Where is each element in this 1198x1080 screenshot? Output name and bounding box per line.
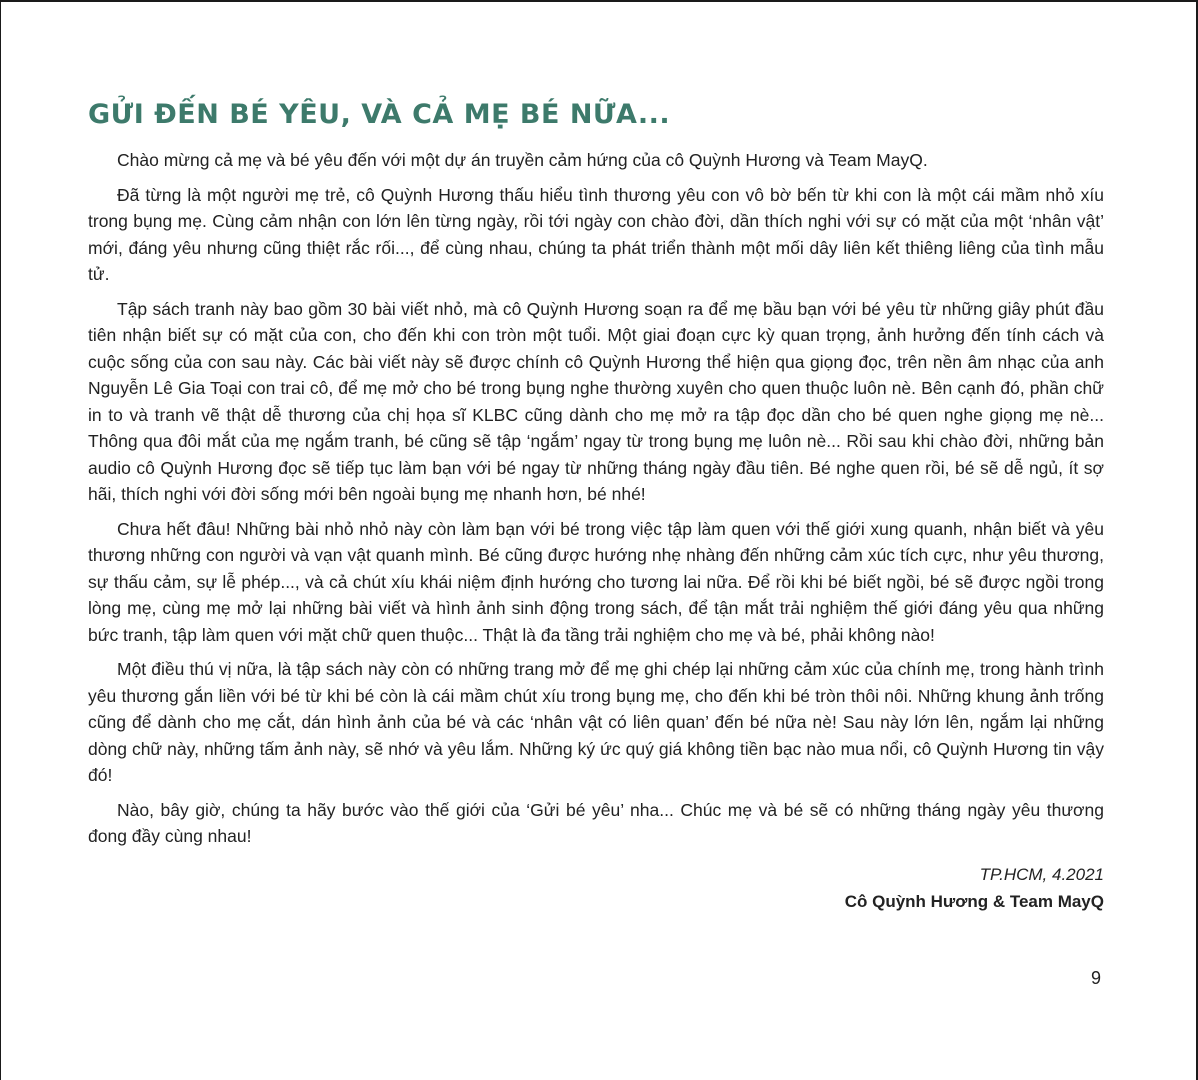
paragraph-mother-story: Đã từng là một người mẹ trẻ, cô Quỳnh Hương thấu hiểu tình thương yêu con vô bờ bến từ khi con là một cái mầm nhỏ xíu trong bụng mẹ. Cùng cảm nhận con lớn lên từng ngày, rồi tới ngày con chào đời, dần thích nghi với sự có mặt của một ‘nhân vật’ mới, đáng yêu nhưng cũng thiệt rắc rối..., để cùng nhau, chúng ta phát triển thành một mối dây liên kết thiêng liêng của tình mẫu tử.	[88, 184, 1104, 284]
signature-place-date: TP.HCM, 4.2021	[979, 864, 1104, 884]
page-content	[88, 94, 1104, 916]
paragraph-book-contents: Tập sách tranh này bao gồm 30 bài viết nhỏ, mà cô Quỳnh Hương soạn ra để mẹ bầu bạn với bé yêu từ những giây phút đầu tiên nhận biết sự có mặt của con, cho đến khi con tròn một tuổi. Một giai đoạn cực kỳ quan trọng, ảnh hưởng đến tính cách và cuộc sống của con sau này. Các bài viết này sẽ được chính cô Quỳnh Hương thể hiện qua giọng đọc, trên nền âm nhạc của anh Nguyễn Lê Gia Toại con trai cô, để mẹ mở cho bé trong bụng nghe thường xuyên cho quen thuộc luôn nè. Bên cạnh đó, phần chữ in to và tranh vẽ thật dễ thương của chị họa sĩ KLBC cũng dành cho mẹ mở ra tập đọc dần cho bé quen nghe giọng mẹ nè... Thông qua đôi mắt của mẹ ngắm tranh, bé cũng sẽ tập ‘ngắm’ ngay từ trong bụng mẹ luôn nè... Rồi sau khi chào đời, những bản audio cô Quỳnh Hương đọc sẽ tiếp tục làm bạn với bé ngay từ những tháng ngày đầu tiên. Bé nghe quen rồi, bé sẽ dễ ngủ, ít sợ hãi, thích nghi với đời sống mới bên ngoài bụng mẹ nhanh hơn, bé nhé!	[88, 298, 1104, 504]
signature-author: Cô Quỳnh Hương & Team MayQ	[844, 891, 1104, 911]
page-number: 9	[1090, 968, 1101, 988]
page-title: GỬI ĐẾN BÉ YÊU, VÀ CẢ MẸ BÉ NỮA...	[88, 99, 671, 130]
paragraph-journal-pages: Một điều thú vị nữa, là tập sách này còn có những trang mở để mẹ ghi chép lại những cảm xúc của chính mẹ, trong hành trình yêu thương gắn liền với bé từ khi bé còn là cái mầm chút xíu trong bụng mẹ, cho đến khi bé tròn thôi nôi. Những khung ảnh trống cũng để dành cho mẹ cắt, dán hình ảnh của bé và các ‘nhân vật có liên quan’ đến bé nữa nè! Sau này lớn lên, ngắm lại những dòng chữ này, những tấm ảnh này, sẽ nhớ và yêu lắm. Những ký ức quý giá không tiền bạc nào mua nổi, cô Quỳnh Hương tin vậy đó!	[88, 659, 1104, 785]
paragraph-welcome: Chào mừng cả mẹ và bé yêu đến với một dự án truyền cảm hứng của cô Quỳnh Hương và Team MayQ.	[117, 150, 928, 170]
paragraph-learning: Chưa hết đâu! Những bài nhỏ nhỏ này còn làm bạn với bé trong việc tập làm quen với thế giới xung quanh, nhận biết và yêu thương những con người và vạn vật quanh mình. Bé cũng được hướng nhẹ nhàng đến những cảm xúc tích cực, như yêu thương, sự thấu cảm, sự lễ phép..., và cả chút xíu khái niệm định hướng cho tương lai nữa. Để rồi khi bé biết ngồi, bé sẽ được ngồi trong lòng mẹ, cùng mẹ mở lại những bài viết và hình ảnh sinh động trong sách, để tận mắt trải nghiệm thế giới đáng yêu qua những bức tranh, tập làm quen với mặt chữ quen thuộc... Thật là đa tầng trải nghiệm cho mẹ và bé, phải không nào!	[88, 518, 1104, 645]
paragraph-closing: Nào, bây giờ, chúng ta hãy bước vào thế giới của ‘Gửi bé yêu’ nha... Chúc mẹ và bé sẽ có những tháng ngày yêu thương đong đầy cùng nhau!	[88, 799, 1104, 846]
signature-block	[88, 862, 1104, 916]
